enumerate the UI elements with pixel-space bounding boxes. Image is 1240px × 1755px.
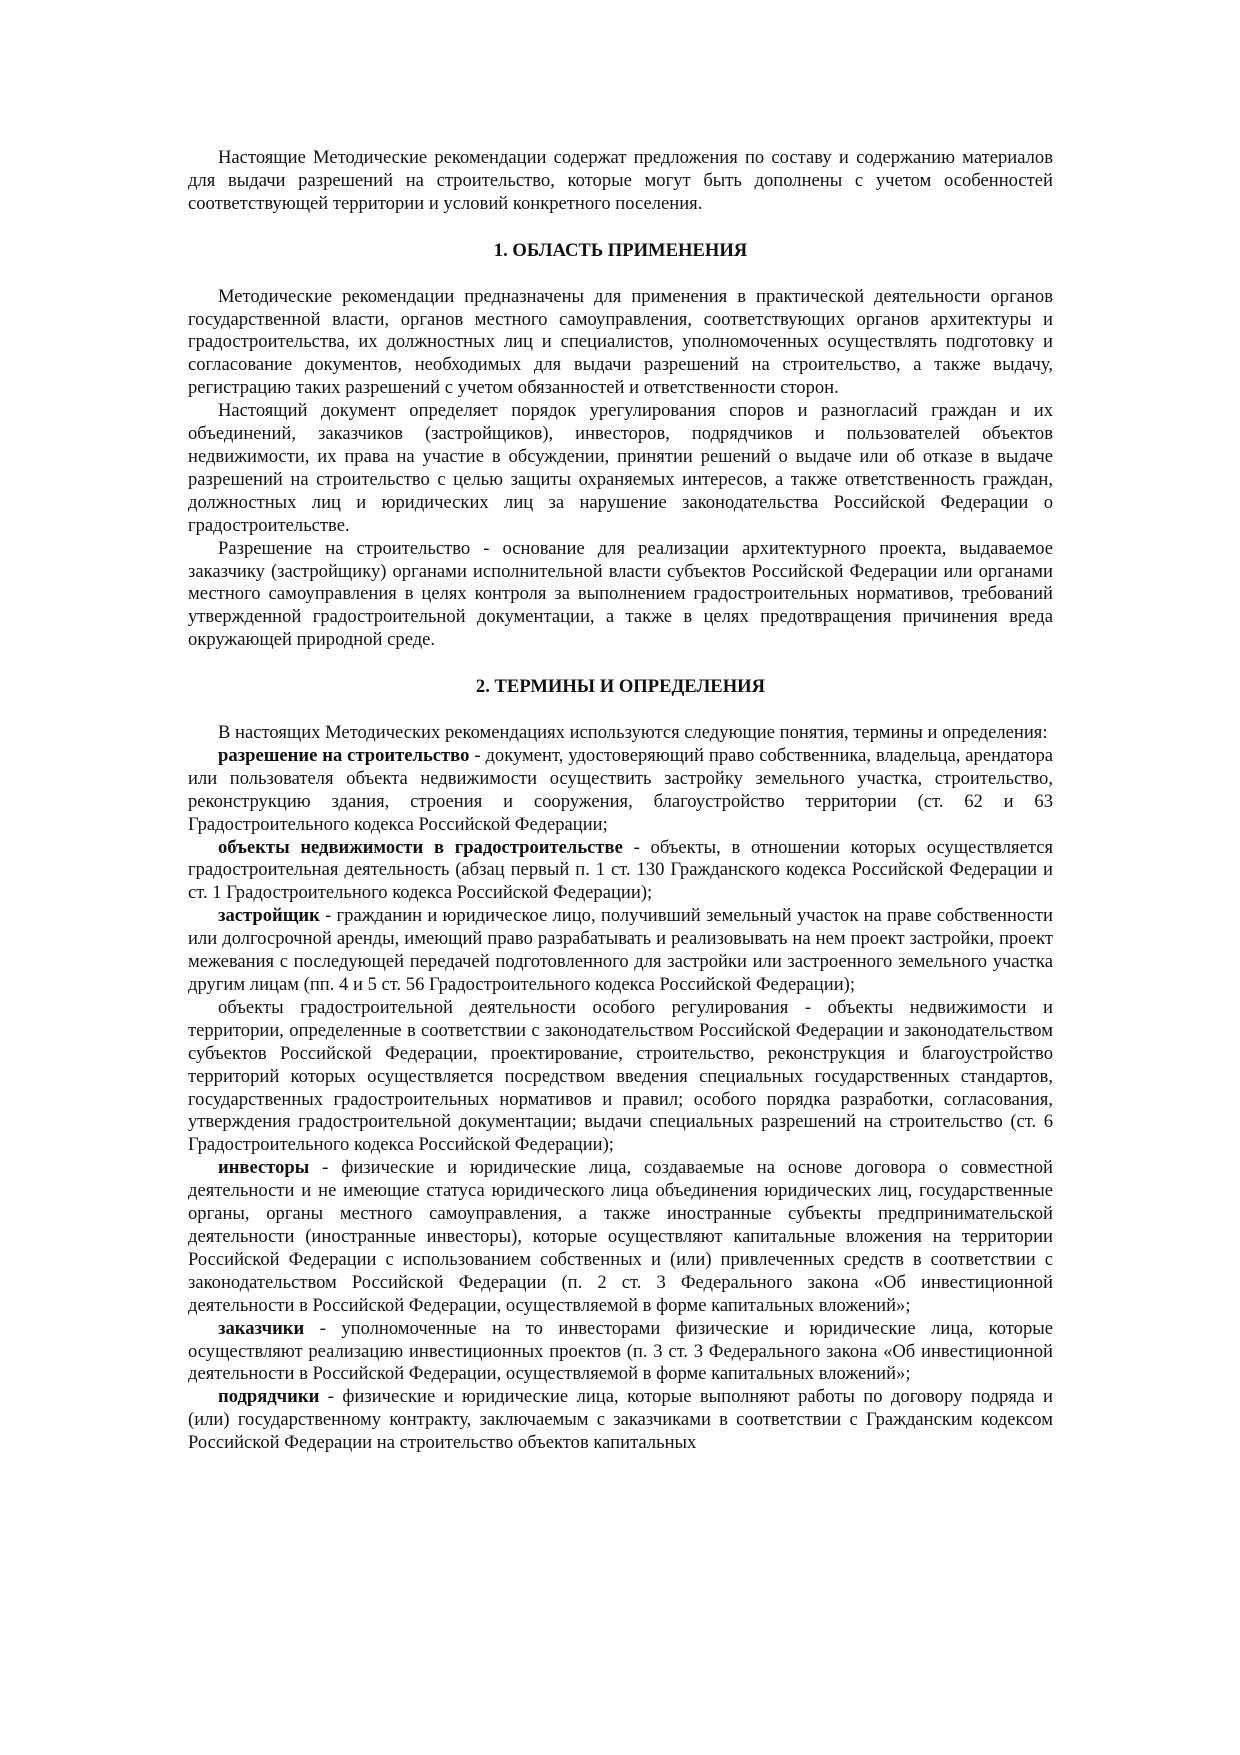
term-name: подрядчики: [218, 1386, 320, 1408]
term-name: инвесторы: [218, 1157, 310, 1179]
term-text: объекты градостроительной деятельности особого регулирования - объекты недвижимости и территории, определенные в соответствии с законодательством Российской Федерации и законодательством субъектов Российской Федерации, проектирование, строительство, реконструкция и благоустройство территорий которых осуществляется посредством введения специальных государственных стандартов, государственных градостроительных нормативов и правил; особого порядка разработки, согласования, утверждения градостроительной документации; выдачи специальных разрешений на строительство (ст. 6 Градостроительного кодекса Российской Федерации);: [188, 996, 1053, 1156]
term-text: - физические и юридические лица, создаваемые на основе договора о совместной деятельности и не имеющие статуса юридического лица объединения юридических лиц, государственные органы, органы местного самоуправления, а также иностранные субъекты предпринимательской деятельности (иностранные инвесторы), которые осуществляют капитальные вложения на территории Российской Федерации с использованием собственных и (или) привлеченных средств в соответствии с законодательством Российской Федерации (п. 2 ст. 3 Федерального закона «Об инвестиционной деятельности в Российской Федерации, осуществляемой в форме капитальных вложений»;: [188, 1157, 1053, 1316]
term-text: - документ, удостоверяющий право собственника, владельца, арендатора или пользователя объекта недвижимости осуществить застройку земельного участка, строительство, реконструкцию здания, строения и сооружения, благоустройство территории (ст. 62 и 63 Градостроительного кодекса Российской Федерации;: [188, 744, 1053, 835]
term-definition: [188, 837, 1053, 906]
section-1-paragraph-1: Методические рекомендации предназначены для применения в практической деятельности органов государственной власти, органов местного самоуправления, соответствующих органов архитектуры и градостроительства, их должностных лиц и специалистов, уполномоченных осуществлять подготовку и согласование документов, необходимых для выдачи разрешений на строительство, а также выдачу, регистрацию таких разрешений с учетом обязанностей и ответственности сторон.: [188, 285, 1053, 399]
term-definition: [188, 905, 1053, 997]
term-definition: [188, 1318, 1053, 1387]
term-text: - уполномоченные на то инвесторами физические и юридические лица, которые осуществляют реализацию инвестиционных проектов (п. 3 ст. 3 Федерального закона «Об инвестиционной деятельности в Российской Федерации, осуществляемой в форме капитальных вложений»;: [188, 1317, 1053, 1385]
term-definition: [188, 997, 1053, 1157]
section-1-paragraph-2: Настоящий документ определяет порядок урегулирования споров и разногласий граждан и их объединений, заказчиков (застройщиков), инвесторов, подрядчиков и пользователей объектов недвижимости, их права на участие в обсуждении, принятии решений о выдаче или об отказе в выдаче разрешений на строительство с целью защиты охраняемых интересов, а также ответственность граждан, должностных лиц и юридических лиц за нарушение законодательства Российской Федерации о градостроительстве.: [188, 400, 1053, 536]
term-text: - физические и юридические лица, которые выполняют работы по договору подряда и (или) государственному контракту, заключаемым с заказчиками в соответствии с Гражданским кодексом Российской Федерации на строительство объектов капитальных: [188, 1386, 1053, 1454]
term-name: разрешение на строительство: [218, 744, 470, 766]
term-text: - объекты, в отношении которых осуществляется градостроительная деятельность (абзац первый п. 1 ст. 130 Гражданского кодекса Российской Федерации и ст. 1 Градостроительного кодекса Российской Федерации);: [188, 836, 1053, 904]
term-name: заказчики: [218, 1317, 305, 1339]
section-1-title: 1. ОБЛАСТЬ ПРИМЕНЕНИЯ: [493, 239, 748, 261]
term-definition: [188, 745, 1053, 837]
document-page: [188, 147, 1053, 1455]
section-1-paragraph-3: Разрешение на строительство - основание для реализации архитектурного проекта, выдаваемое заказчику (застройщику) органами исполнительной власти субъектов Российской Федерации или органами местного самоуправления в целях контроля за выполнением градостроительных нормативов, требований утвержденной градостроительной документации, а также в целях предотвращения причинения вреда окружающей природной среде.: [188, 537, 1053, 651]
section-2-intro: В настоящих Методических рекомендациях используются следующие понятия, термины и определения:: [218, 722, 1048, 744]
section-2-title: 2. ТЕРМИНЫ И ОПРЕДЕЛЕНИЯ: [475, 676, 766, 698]
term-text: - гражданин и юридическое лицо, получивший земельный участок на праве собственности или долгосрочной аренды, имеющий право разрабатывать и реализовывать на нем проект застройки, проект межевания с последующей передачей подготовленного для застройки или застроенного земельного участка другим лицам (пп. 4 и 5 ст. 56 Градостроительного кодекса Российской Федерации);: [188, 905, 1053, 995]
term-definition: [188, 1386, 1053, 1455]
term-name: объекты недвижимости в градостроительстве: [218, 836, 623, 858]
term-definition: [188, 1157, 1053, 1317]
intro-paragraph: Настоящие Методические рекомендации содержат предложения по составу и содержанию материалов для выдачи разрешений на строительство, которые могут быть дополнены с учетом особенностей соответствующей территории и условий конкретного поселения.: [188, 147, 1053, 214]
term-name: застройщик: [218, 905, 320, 927]
